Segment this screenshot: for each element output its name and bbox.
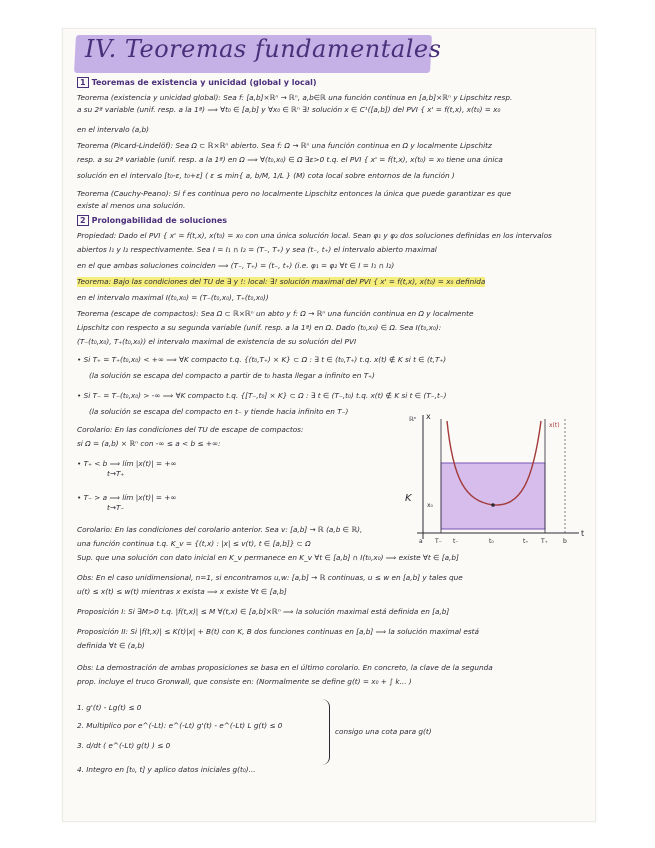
right-brace xyxy=(321,699,330,765)
text-line: Teorema (Picard-Lindelöf): Sea Ω ⊂ ℝ×ℝⁿ abierto. Sea f: Ω → ℝⁿ una función continua en Ω y localmente Lipschitz xyxy=(77,141,492,150)
section-label: Prolongabilidad de soluciones xyxy=(91,216,228,225)
text-line: resp. a su 2ª variable (unif. resp. a la 1ª) en Ω ⟹ ∀(t₀,x₀) ∈ Ω ∃ε>0 t.q. el PVI { x' = f(t,x), x(t₀) = x₀ tiene una única xyxy=(77,155,503,164)
page-title: IV. Teoremas fundamentales xyxy=(85,35,442,63)
section-heading-1 xyxy=(77,77,317,88)
tick-T-plus: T₊ xyxy=(541,538,548,545)
text-line: a su 2ª variable (unif. resp. a la 1ª) ⟹ ∀t₀ ∈ [a,b] y ∀x₀ ∈ ℝⁿ ∃! solución x ∈ C¹([a,b]) del PVI { x' = f(t,x), x(t₀) = x₀ xyxy=(77,105,501,114)
tick-a: a xyxy=(419,538,423,545)
text-line: Corolario: En las condiciones del TU de escape de compactos: xyxy=(77,425,304,434)
text-line: • T₊ < b ⟹ lím |x(t)| = +∞ xyxy=(77,459,177,468)
text-line: Proposición I: Si ∃M>0 t.q. |f(t,x)| ≤ M ∀(t,x) ∈ [a,b]×ℝⁿ ⟹ la solución maximal está definida en [a,b] xyxy=(77,607,450,616)
text-line: Propiedad: Dado el PVI { x' = f(t,x), x(t₀) = x₀ con una única solución local. Sean φ₁ y φ₂ dos soluciones definidas en los intervalos xyxy=(77,231,552,240)
text-line: Teorema (Cauchy-Peano): Si f es continua pero no localmente Lipschitz entonces la única que puede garantizar es que xyxy=(77,189,512,198)
escape-of-compacts-figure xyxy=(403,409,587,549)
text-line: Sup. que una solución con dato inicial en K_v permanece en K_v ∀t ∈ [a,b] ∩ I(t₀,x₀) ⟹ existe ∀t ∈ [a,b] xyxy=(77,553,459,562)
label-x0: x₀ xyxy=(427,502,433,509)
notes-sheet xyxy=(62,28,596,822)
text-line: • Si T₋ = T₋(t₀,x₀) > -∞ ⟹ ∀K compacto t.q. {[T₋,t₀] × K} ⊂ Ω : ∃ t ∈ (T₋,t₀) t.q. x(t) ∉ K si t ∈ (T₋,t₋) xyxy=(77,391,447,400)
text-line: definida ∀t ∈ (a,b) xyxy=(77,641,145,650)
label-t: t xyxy=(581,529,585,538)
tick-t-plus: t₊ xyxy=(523,538,529,545)
text-line: u(t) ≤ x(t) ≤ w(t) mientras x exista ⟹ x existe ∀t ∈ [a,b] xyxy=(77,587,287,596)
text-line: una función continua t.q. K_v = {(t,x) : |x| ≤ v(t), t ∈ [a,b]} ⊂ Ω xyxy=(77,539,311,548)
label-rn: ℝⁿ xyxy=(409,416,417,423)
label-k: K xyxy=(405,493,412,504)
initial-point xyxy=(491,503,495,507)
section-number: 1 xyxy=(77,77,89,88)
text-line: Proposición II: Si |f(t,x)| ≤ K(t)|x| + B(t) con K, B dos funciones continuas en [a,b] ⟹ la solución maximal está xyxy=(77,627,480,636)
text-line: Obs: La demostración de ambas proposiciones se basa en el último corolario. En concreto, la clave de la segunda xyxy=(77,663,493,672)
text-line: Lipschitz con respecto a su segunda variable (unif. resp. a la 1ª) en Ω. Dado (t₀,x₀) ∈ Ω. Sea I(t₀,x₀): xyxy=(77,323,442,332)
label-xt: x(t) xyxy=(549,422,560,429)
text-line: solución en el intervalo [t₀-ε, t₀+ε] ( ε ≤ min{ a, b/M, 1/L } (M) cota local sobre entornos de la función ) xyxy=(77,171,455,180)
text-line: t→T₋ xyxy=(107,503,125,512)
tick-t0: t₀ xyxy=(489,538,494,545)
brace-note: consigo una cota para g(t) xyxy=(335,727,432,736)
text-line: Teorema (existencia y unicidad global): Sea f: [a,b]×ℝⁿ → ℝⁿ, a,b∈ℝ una función continua en [a,b]×ℝⁿ y Lipschitz resp. xyxy=(77,93,513,102)
text-line: Teorema (escape de compactos): Sea Ω ⊂ ℝ×ℝⁿ un abto y f: Ω → ℝⁿ una función continua en Ω y localmente xyxy=(77,309,474,318)
text-line: 3. d/dt ( e^(-Lt) g(t) ) ≤ 0 xyxy=(77,741,171,750)
text-line: Obs: En el caso unidimensional, n=1, si encontramos u,w: [a,b] → ℝ continuas, u ≤ w en [a,b] y tales que xyxy=(77,573,463,582)
label-x: x xyxy=(426,412,431,421)
tick-T-minus: T₋ xyxy=(435,538,442,545)
section-label: Teoremas de existencia y unicidad (global y local) xyxy=(91,78,317,87)
text-line: (T₋(t₀,x₀), T₊(t₀,x₀)) el intervalo maximal de existencia de su solución del PVI xyxy=(77,337,357,346)
text-line: 2. Multiplico por e^(-Lt): e^(-Lt) g'(t) - e^(-Lt) L g(t) ≤ 0 xyxy=(77,721,283,730)
text-line: Corolario: En las condiciones del corolario anterior. Sea v: [a,b] → ℝ (a,b ∈ ℝ), xyxy=(77,525,363,534)
text-line: en el intervalo maximal I(t₀,x₀) = (T₋(t₀,x₀), T₊(t₀,x₀)) xyxy=(77,293,269,302)
text-line: 4. Integro en [t₀, t] y aplico datos iniciales g(t₀)... xyxy=(77,765,256,774)
text-line: abiertos I₁ y I₂ respectivamente. Sea I = I₁ ∩ I₂ = (T₋, T₊) y sea (t₋, t₊) el intervalo abierto maximal xyxy=(77,245,437,254)
section-heading-2 xyxy=(77,215,227,226)
tick-b: b xyxy=(563,538,567,545)
text-line: • T₋ > a ⟹ lím |x(t)| = +∞ xyxy=(77,493,177,502)
text-line: si Ω = (a,b) × ℝⁿ con -∞ ≤ a < b ≤ +∞: xyxy=(77,439,221,448)
text-line: t→T₊ xyxy=(107,469,125,478)
text-line: 1. g'(t) - Lg(t) ≤ 0 xyxy=(77,703,142,712)
highlighted-line: Teorema: Bajo las condiciones del TU de ∃ y !: local: ∃! solución maximal del PVI { x' = f(t,x), x(t₀) = x₀ definida xyxy=(77,277,486,286)
text-line: en el que ambas soluciones coinciden ⟹ (T₋, T₊) = (t₋, t₊) (i.e. φ₁ = φ₂ ∀t ∈ I = I₁ ∩ I₂) xyxy=(77,261,395,270)
text-line: (la solución se escapa del compacto en t₋ y tiende hacia infinito en T₋) xyxy=(89,407,349,416)
text-line: existe al menos una solución. xyxy=(77,201,186,210)
text-line: (la solución se escapa del compacto a partir de t₀ hasta llegar a infinito en T₊) xyxy=(89,371,375,380)
text-line: en el intervalo (a,b) xyxy=(77,125,149,134)
tick-t-minus: t₋ xyxy=(453,538,459,545)
text-line: • Si T₊ = T₊(t₀,x₀) < +∞ ⟹ ∀K compacto t.q. {(t₀,T₊) × K} ⊂ Ω : ∃ t ∈ (t₀,T₊) t.q. x(t) ∉ K si t ∈ (t,T₊) xyxy=(77,355,447,364)
text-line: prop. incluye el truco Gronwall, que consiste en: (Normalmente se define g(t) = x₀ + ∫ k... ) xyxy=(77,677,412,686)
section-number: 2 xyxy=(77,215,89,226)
